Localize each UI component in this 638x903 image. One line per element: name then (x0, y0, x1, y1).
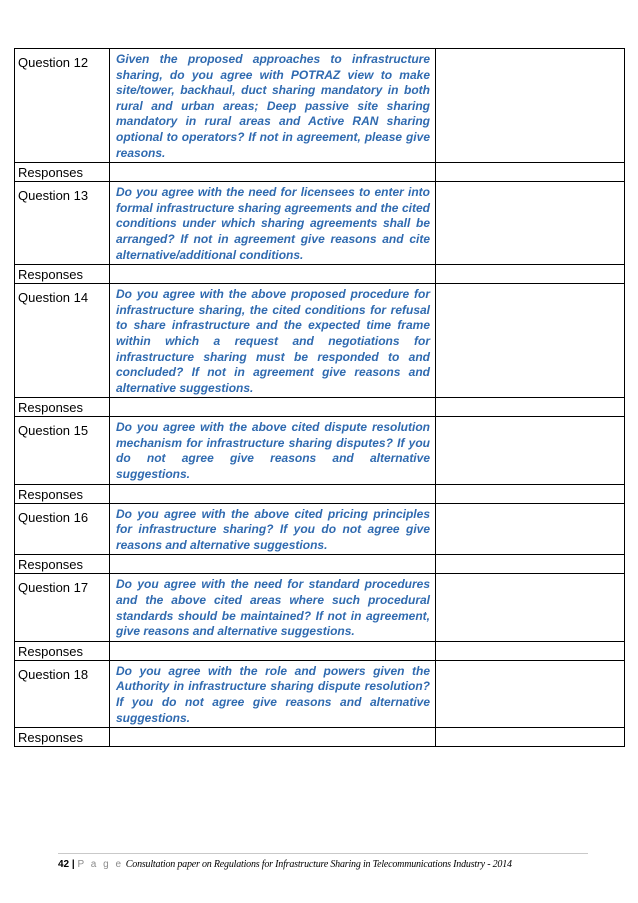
page-number: 42 (58, 859, 70, 870)
consultation-questions-table (14, 48, 625, 747)
response-cell[interactable] (436, 555, 625, 574)
question-row (15, 49, 625, 163)
responses-label: Responses (15, 265, 110, 284)
response-cell[interactable] (110, 398, 436, 417)
responses-row (15, 484, 625, 503)
question-row (15, 503, 625, 555)
question-row (15, 284, 625, 398)
question-label: Question 12 (15, 49, 110, 163)
document-title: Consultation paper on Regulations for Infrastructure Sharing in Telecommunications Industry - 2014 (125, 859, 512, 870)
response-cell[interactable] (436, 398, 625, 417)
question-row (15, 417, 625, 484)
question-text: Do you agree with the above proposed procedure for infrastructure sharing, the cited conditions for refusal to share infrastructure and the expected time frame within which a request and negotiations for infrastructure sharing must be responded to and concluded? If not in agreement give reasons and alternative suggestions. (110, 284, 436, 398)
answer-cell[interactable] (436, 503, 625, 555)
responses-row (15, 265, 625, 284)
response-cell[interactable] (436, 728, 625, 747)
question-label: Question 16 (15, 503, 110, 555)
responses-label: Responses (15, 484, 110, 503)
response-cell[interactable] (436, 163, 625, 182)
question-label: Question 18 (15, 660, 110, 727)
responses-label: Responses (15, 163, 110, 182)
responses-row (15, 555, 625, 574)
question-text: Do you agree with the above cited pricing principles for infrastructure sharing? If you do not agree give reasons and alternative suggestions. (110, 503, 436, 555)
page-footer (58, 853, 588, 870)
responses-label: Responses (15, 555, 110, 574)
responses-row (15, 641, 625, 660)
answer-cell[interactable] (436, 574, 625, 641)
question-label: Question 13 (15, 182, 110, 265)
question-text: Do you agree with the need for licensees to enter into formal infrastructure sharing agreements and the cited conditions under which sharing agreements shall be arranged? If not in agreement give reasons and cite alternative/additional conditions. (110, 182, 436, 265)
answer-cell[interactable] (436, 49, 625, 163)
response-cell[interactable] (110, 265, 436, 284)
response-cell[interactable] (110, 555, 436, 574)
question-label: Question 17 (15, 574, 110, 641)
question-text: Do you agree with the need for standard procedures and the above cited areas where such procedural standards should be maintained? If not in agreement, give reasons and alternative suggestions. (110, 574, 436, 641)
responses-label: Responses (15, 641, 110, 660)
question-row (15, 574, 625, 641)
answer-cell[interactable] (436, 182, 625, 265)
response-cell[interactable] (436, 265, 625, 284)
response-cell[interactable] (436, 641, 625, 660)
response-cell[interactable] (110, 728, 436, 747)
responses-label: Responses (15, 728, 110, 747)
question-label: Question 15 (15, 417, 110, 484)
question-text: Given the proposed approaches to infrastructure sharing, do you agree with POTRAZ view to make site/tower, backhaul, duct sharing mandatory in both rural and urban areas; Deep passive site sharing mandatory in rural areas and Active RAN sharing optional to operators? If not in agreement, please give reasons. (110, 49, 436, 163)
responses-row (15, 163, 625, 182)
response-cell[interactable] (110, 163, 436, 182)
question-row (15, 660, 625, 727)
response-cell[interactable] (436, 484, 625, 503)
question-label: Question 14 (15, 284, 110, 398)
question-text: Do you agree with the above cited dispute resolution mechanism for infrastructure sharing disputes? If you do not agree give reasons and alternative suggestions. (110, 417, 436, 484)
answer-cell[interactable] (436, 417, 625, 484)
responses-label: Responses (15, 398, 110, 417)
response-cell[interactable] (110, 484, 436, 503)
answer-cell[interactable] (436, 660, 625, 727)
page-separator: | (71, 859, 75, 870)
answer-cell[interactable] (436, 284, 625, 398)
responses-row (15, 398, 625, 417)
question-row (15, 182, 625, 265)
response-cell[interactable] (110, 641, 436, 660)
responses-row (15, 728, 625, 747)
question-text: Do you agree with the role and powers given the Authority in infrastructure sharing dispute resolution? If you do not agree give reasons and alternative suggestions. (110, 660, 436, 727)
page-word: P a g e (77, 859, 124, 870)
